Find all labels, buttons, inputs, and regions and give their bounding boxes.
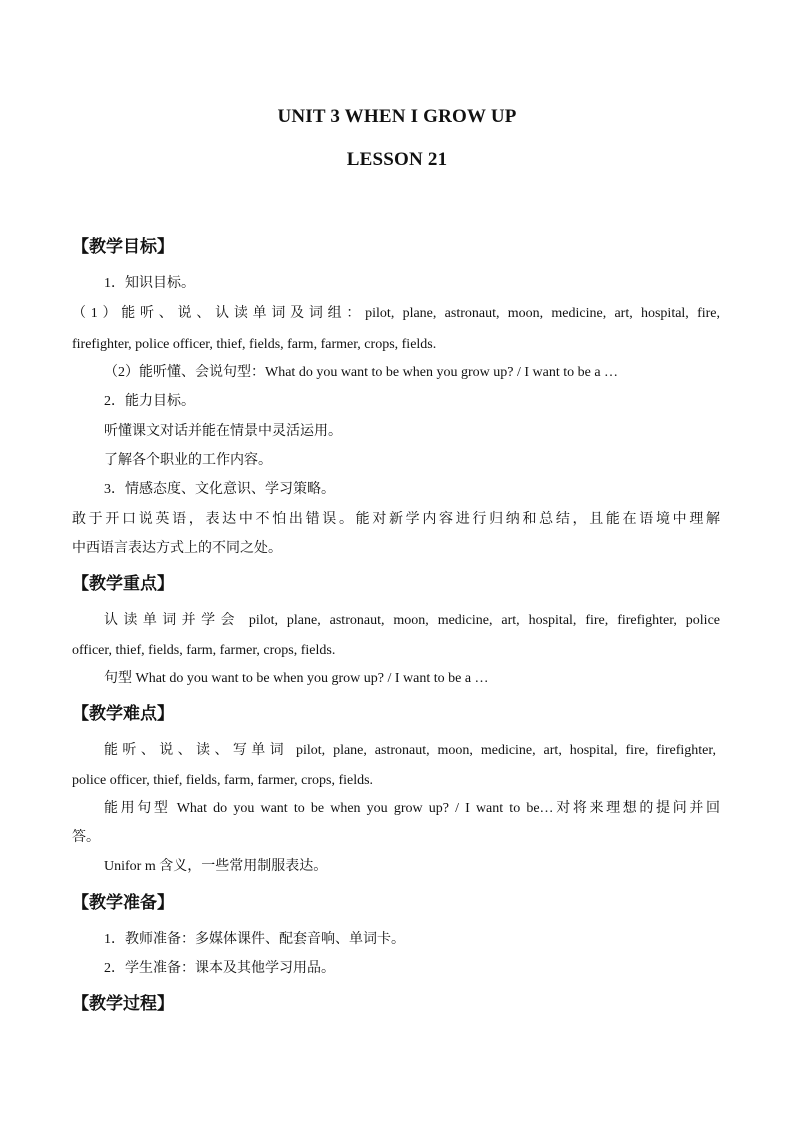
key-points-heading: 【教学重点】 xyxy=(72,574,174,594)
ability-item-2: 了解各个职业的工作内容。 xyxy=(104,453,272,468)
knowledge-objective-label: 1．知识目标。 xyxy=(104,276,195,291)
ability-objective-label: 2．能力目标。 xyxy=(104,394,195,409)
emotion-line-2: 中西语言表达方式上的不同之处。 xyxy=(72,541,282,556)
difficulties-line-1: 能听、说、读、写单词 pilot, plane, astronaut, moon, medicine, art, hospital, fire, firefighter, xyxy=(104,743,716,758)
difficulties-line-3: 能用句型 What do you want to be when you grow up? / I want to be…对将来理想的提问并回 xyxy=(104,801,720,816)
key-points-line-2: officer, thief, fields, farm, farmer, crops, fields. xyxy=(72,643,336,658)
unit-title: UNIT 3 WHEN I GROW UP xyxy=(277,106,517,127)
process-heading: 【教学过程】 xyxy=(72,994,174,1014)
lesson-title: LESSON 21 xyxy=(346,149,448,170)
key-points-line-1: 认读单词并学会 pilot, plane, astronaut, moon, medicine, art, hospital, fire, firefighter, police xyxy=(104,613,720,628)
emotion-line-1: 敢于开口说英语，表达中不怕出错误。能对新学内容进行归纳和总结，且能在语境中理解 xyxy=(72,512,720,527)
preparation-heading: 【教学准备】 xyxy=(72,893,174,913)
objectives-heading: 【教学目标】 xyxy=(72,237,174,257)
difficulties-line-5: Unifor m 含义，一些常用制服表达。 xyxy=(104,859,328,874)
difficulties-line-4: 答。 xyxy=(72,830,100,845)
key-points-line-3: 句型 What do you want to be when you grow up? / I want to be a … xyxy=(104,671,489,686)
preparation-item-1: 1．教师准备：多媒体课件、配套音响、单词卡。 xyxy=(104,932,405,947)
preparation-item-2: 2．学生准备：课本及其他学习用品。 xyxy=(104,961,335,976)
vocab-line-2: firefighter, police officer, thief, fields, farm, farmer, crops, fields. xyxy=(72,337,437,352)
ability-item-1: 听懂课文对话并能在情景中灵活运用。 xyxy=(104,424,342,439)
difficulties-line-2: police officer, thief, fields, farm, farmer, crops, fields. xyxy=(72,773,374,788)
difficulties-heading: 【教学难点】 xyxy=(72,704,174,724)
sentence-objective-line: （2）能听懂、会说句型：What do you want to be when you grow up? / I want to be a … xyxy=(104,365,619,380)
vocab-line-1: （1）能听、说、认读单词及词组：pilot, plane, astronaut, moon, medicine, art, hospital, fire, xyxy=(72,306,720,321)
emotion-objective-label: 3．情感态度、文化意识、学习策略。 xyxy=(104,482,335,497)
